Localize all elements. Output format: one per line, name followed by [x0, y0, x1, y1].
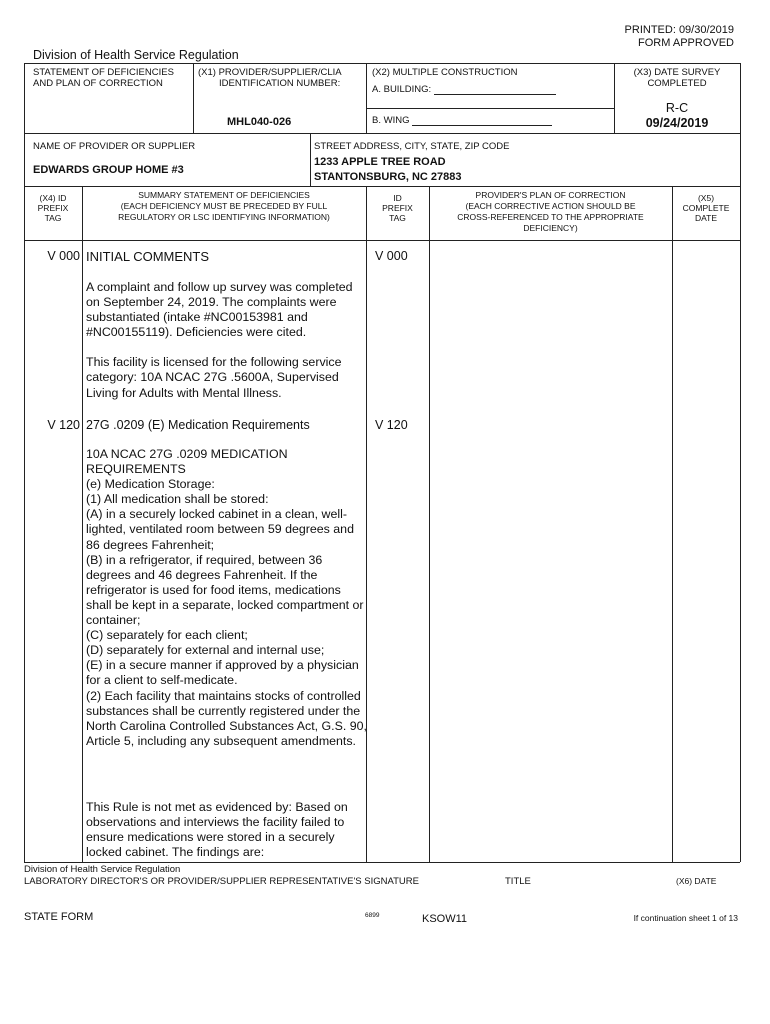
reg-line: (1) All medication shall be stored:	[86, 492, 269, 507]
plan-header-3: CROSS-REFERENCED TO THE APPROPRIATE	[457, 212, 644, 222]
x3-label-1: (X3) DATE SURVEY	[633, 67, 721, 78]
form-approved: FORM APPROVED	[638, 37, 734, 49]
reg-line: (B) in a refrigerator, if required, between 36 degrees and 46 degrees Fahrenheit. If the refrigerator is used for food items, medications shall be kept in a separate, locked compartment or container;	[86, 552, 364, 628]
initial-comments-body	[86, 280, 368, 401]
rule-x2-left	[366, 63, 367, 133]
summary-header-3: REGULATORY OR LSC IDENTIFYING INFORMATION)	[118, 212, 330, 222]
x4-header-3: TAG	[44, 213, 62, 223]
x1-label-2: IDENTIFICATION NUMBER:	[219, 78, 341, 89]
form-number: 6899	[365, 912, 380, 919]
summary-header-1: SUMMARY STATEMENT OF DEFICIENCIES	[138, 190, 310, 200]
reg-line: (e) Medication Storage:	[86, 477, 215, 492]
building-blank	[434, 85, 556, 95]
rule-columns-top	[24, 186, 740, 187]
reg-line: 10A NCAC 27G .0209 MEDICATION REQUIREMENTS	[86, 447, 288, 477]
state-form-label: STATE FORM	[24, 911, 94, 923]
rule-construction-mid	[366, 108, 614, 109]
plan-header-4: DEFICIENCY)	[523, 223, 578, 233]
division-title: Division of Health Service Regulation	[33, 48, 239, 62]
x2-label: (X2) MULTIPLE CONSTRUCTION	[372, 67, 518, 78]
reg-line: (C) separately for each client;	[86, 628, 248, 643]
rule-top	[24, 63, 740, 64]
event-id: KSOW11	[422, 913, 468, 925]
signature-label: LABORATORY DIRECTOR'S OR PROVIDER/SUPPLIER REPRESENTATIVE'S SIGNATURE	[24, 876, 419, 887]
statement-label-2: AND PLAN OF CORRECTION	[33, 78, 163, 89]
statement-label-1: STATEMENT OF DEFICIENCIES	[33, 67, 174, 78]
summary-header-2: (EACH DEFICIENCY MUST BE PRECEDED BY FULL	[120, 201, 328, 211]
x5-header-3: DATE	[694, 213, 718, 223]
x1-label-1: (X1) PROVIDER/SUPPLIER/CLIA	[198, 67, 342, 78]
provider-name: EDWARDS GROUP HOME #3	[33, 164, 184, 176]
title-label: TITLE	[505, 876, 531, 887]
rule-address-left	[310, 133, 311, 186]
heading-initial-comments: INITIAL COMMENTS	[86, 249, 210, 264]
address-city: STANTONSBURG, NC 27883	[314, 171, 462, 183]
rule-columns-bottom	[24, 240, 740, 241]
building-label: A. BUILDING:	[372, 84, 432, 95]
wing-blank	[412, 116, 552, 126]
x3-label-2: COMPLETED	[647, 78, 707, 89]
tag-v120: V 120	[47, 418, 80, 432]
tag-v120-right: V 120	[375, 418, 408, 432]
plan-header-1: PROVIDER'S PLAN OF CORRECTION	[475, 190, 626, 200]
wing-field	[372, 115, 552, 126]
footer-division: Division of Health Service Regulation	[24, 864, 181, 875]
provider-name-label: NAME OF PROVIDER OR SUPPLIER	[33, 141, 196, 152]
rule-col-plan	[672, 186, 673, 862]
reg-line: (2) Each facility that maintains stocks of controlled substances shall be currently registered under the North Carolina Controlled Substances Act, G.S. 90, Article 5, including any subsequent amendments.	[86, 688, 367, 748]
x4-header-2: PREFIX	[37, 203, 69, 213]
rule-body-bottom	[24, 862, 740, 863]
id-header-2: PREFIX	[382, 203, 413, 213]
x3-survey-date: 09/24/2019	[645, 116, 709, 130]
reg-line: (D) separately for external and internal use;	[86, 643, 325, 658]
printed-date: PRINTED: 09/30/2019	[624, 24, 734, 36]
address-street: 1233 APPLE TREE ROAD	[314, 156, 446, 168]
paragraph-survey: A complaint and follow up survey was completed on September 24, 2019. The complaints were substantiated (intake #NC00153981 and #NC00155119). Deficiencies were cited.	[86, 280, 353, 340]
x5-header-2: COMPLETE	[682, 203, 730, 213]
regulation-text	[86, 447, 368, 749]
rule-right	[740, 63, 741, 862]
reg-line: (E) in a secure manner if approved by a physician for a client to self-medicate.	[86, 658, 359, 688]
findings-paragraph: This Rule is not met as evidenced by: Based on observations and interviews the facility failed to ensure medications were stored in a securely locked cabinet. The findings are:	[86, 800, 348, 860]
plan-header-2: (EACH CORRECTIVE ACTION SHOULD BE	[465, 201, 636, 211]
tag-v000: V 000	[47, 249, 80, 263]
address-label: STREET ADDRESS, CITY, STATE, ZIP CODE	[314, 141, 510, 152]
x5-header-1: (X5)	[697, 193, 715, 203]
x4-header-1: (X4) ID	[39, 193, 67, 203]
building-field	[372, 84, 556, 95]
rule-provider-top	[24, 133, 740, 134]
rule-col-id	[429, 186, 430, 862]
rule-col-tag	[82, 186, 83, 862]
x1-provider-id: MHL040-026	[227, 116, 292, 128]
paragraph-license: This facility is licensed for the following service category: 10A NCAC 27G .5600A, Supervised Living for Adults with Mental Illness.	[86, 355, 342, 400]
heading-medication-requirements: 27G .0209 (E) Medication Requirements	[86, 418, 310, 432]
tag-v000-right: V 000	[375, 249, 408, 263]
x6-date-label: (X6) DATE	[676, 876, 717, 886]
x3-code: R-C	[665, 101, 689, 115]
reg-line: (A) in a securely locked cabinet in a clean, well-lighted, ventilated room between 59 degrees and 86 degrees Fahrenheit;	[86, 507, 354, 552]
rule-left	[24, 63, 25, 862]
id-header-1: ID	[393, 193, 402, 203]
continuation-sheet: If continuation sheet 1 of 13	[633, 913, 738, 923]
id-header-3: TAG	[389, 213, 406, 223]
wing-label: B. WING	[372, 115, 410, 126]
rule-x1-left	[193, 63, 194, 133]
